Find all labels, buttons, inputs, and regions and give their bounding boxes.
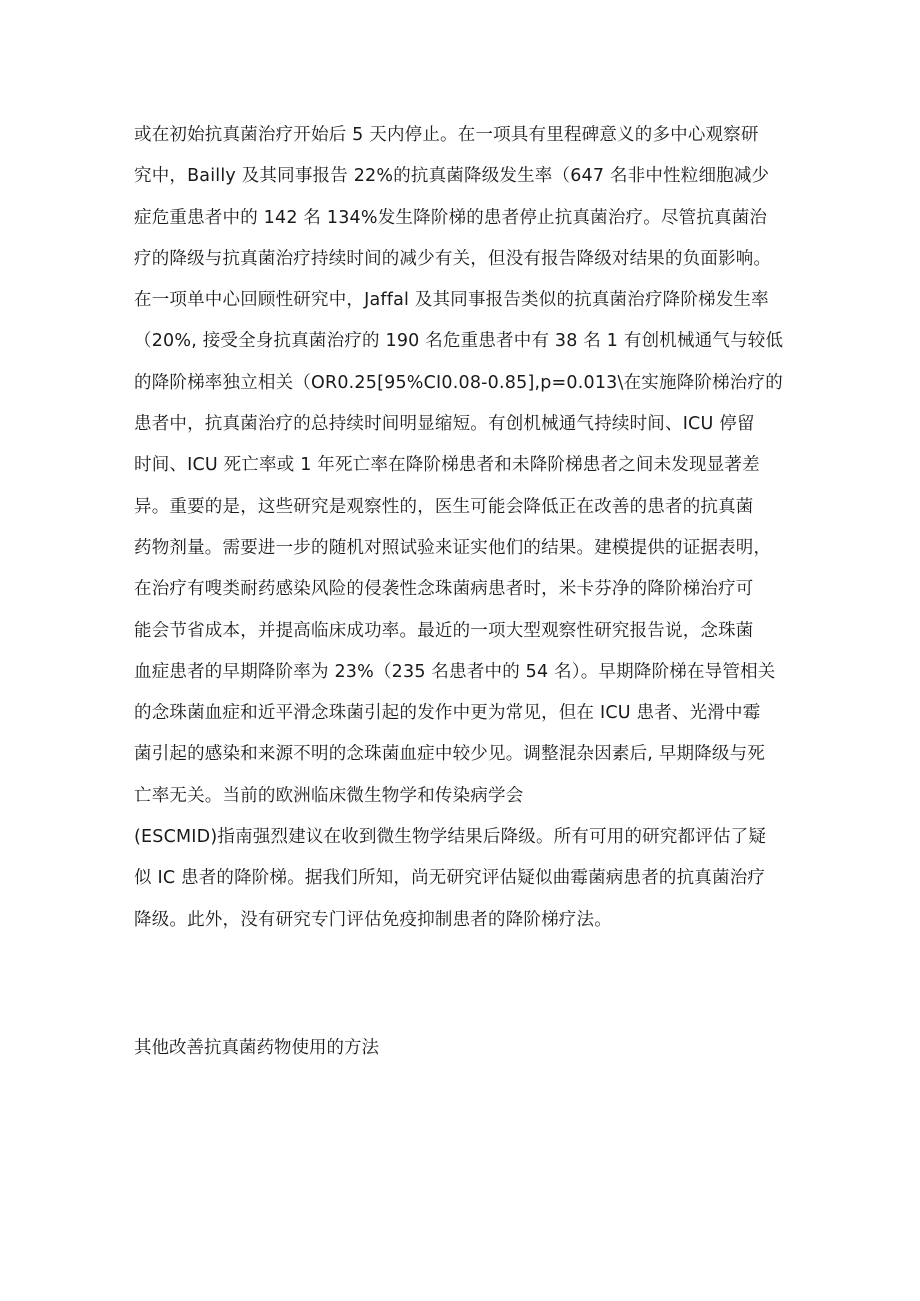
text-line: 在治疗有嗖类耐药感染风险的侵袭性念珠菌病患者时，米卡芬净的降阶梯治疗可 [134, 579, 754, 600]
text-line: 症危重患者中的 142 名 134%发生降阶梯的患者停止抗真菌治疗。尽管抗真菌治 [134, 207, 768, 228]
text-line: 或在初始抗真菌治疗开始后 5 天内停止。在一项具有里程碑意义的多中心观察研 [134, 125, 759, 145]
text-line: 降级。此外，没有研究专门评估免疫抑制患者的降阶梯疗法。 [134, 909, 612, 930]
text-line: 血症患者的早期降阶率为 23%（235 名患者中的 54 名）。早期降阶梯在导管相关 [134, 661, 776, 682]
text-line: 在一项单中心回顾性研究中，Jaffal 及其同事报告类似的抗真菌治疗降阶梯发生率 [134, 290, 769, 311]
text-line: (ESCMID)指南强烈建议在收到微生物学结果后降级。所有可用的研究都评估了疑 [134, 827, 767, 848]
text-line: 异。重要的是，这些研究是观察性的，医生可能会降低正在改善的患者的抗真菌 [134, 496, 754, 517]
text-line: 似 IC 患者的降阶梯。据我们所知，尚无研究评估疑似曲霉菌病患者的抗真菌治疗 [134, 868, 766, 889]
text-line: 亡率无关。当前的欧洲临床微生物学和传染病学会 [134, 785, 524, 806]
text-line: 患者中，抗真菌治疗的总持续时间明显缩短。有创机械通气持续时间、ICU 停留 [134, 414, 755, 435]
text-line: 能会节省成本，并提高临床成功率。最近的一项大型观察性研究报告说，念珠菌 [134, 620, 754, 641]
text-line: 药物剂量。需要进一步的随机对照试验来证实他们的结果。建模提供的证据表明， [134, 537, 772, 558]
text-line: 的念珠菌血症和近平滑念珠菌引起的发作中更为常见，但在 ICU 患者、光滑中霉 [134, 703, 761, 724]
text-line: 疗的降级与抗真菌治疗持续时间的减少有关，但没有报告降级对结果的负面影响。 [134, 248, 772, 269]
text-line: 时间、ICU 死亡率或 1 年死亡率在降阶梯患者和未降阶梯患者之间未发现显著差 [134, 455, 760, 476]
text-line: 的降阶梯率独立相关（OR0.25[95%CI0.08-0.85],p=0.013\在实施降阶梯治疗的 [134, 372, 783, 393]
text-line: 菌引起的感染和来源不明的念珠菌血症中较少见。调整混杂因素后, 早期降级与死 [134, 744, 766, 765]
text-line: （20%, 接受全身抗真菌治疗的 190 名危重患者中有 38 名 1 有创机械通气与较低 [134, 331, 784, 352]
section-heading: 其他改善抗真菌药物使用的方法 [134, 1038, 379, 1058]
body-paragraph [134, 115, 814, 941]
text-line: 究中，Bailly 及其同事报告 22%的抗真菌降级发生率（647 名非中性粒细胞减少 [134, 166, 770, 187]
